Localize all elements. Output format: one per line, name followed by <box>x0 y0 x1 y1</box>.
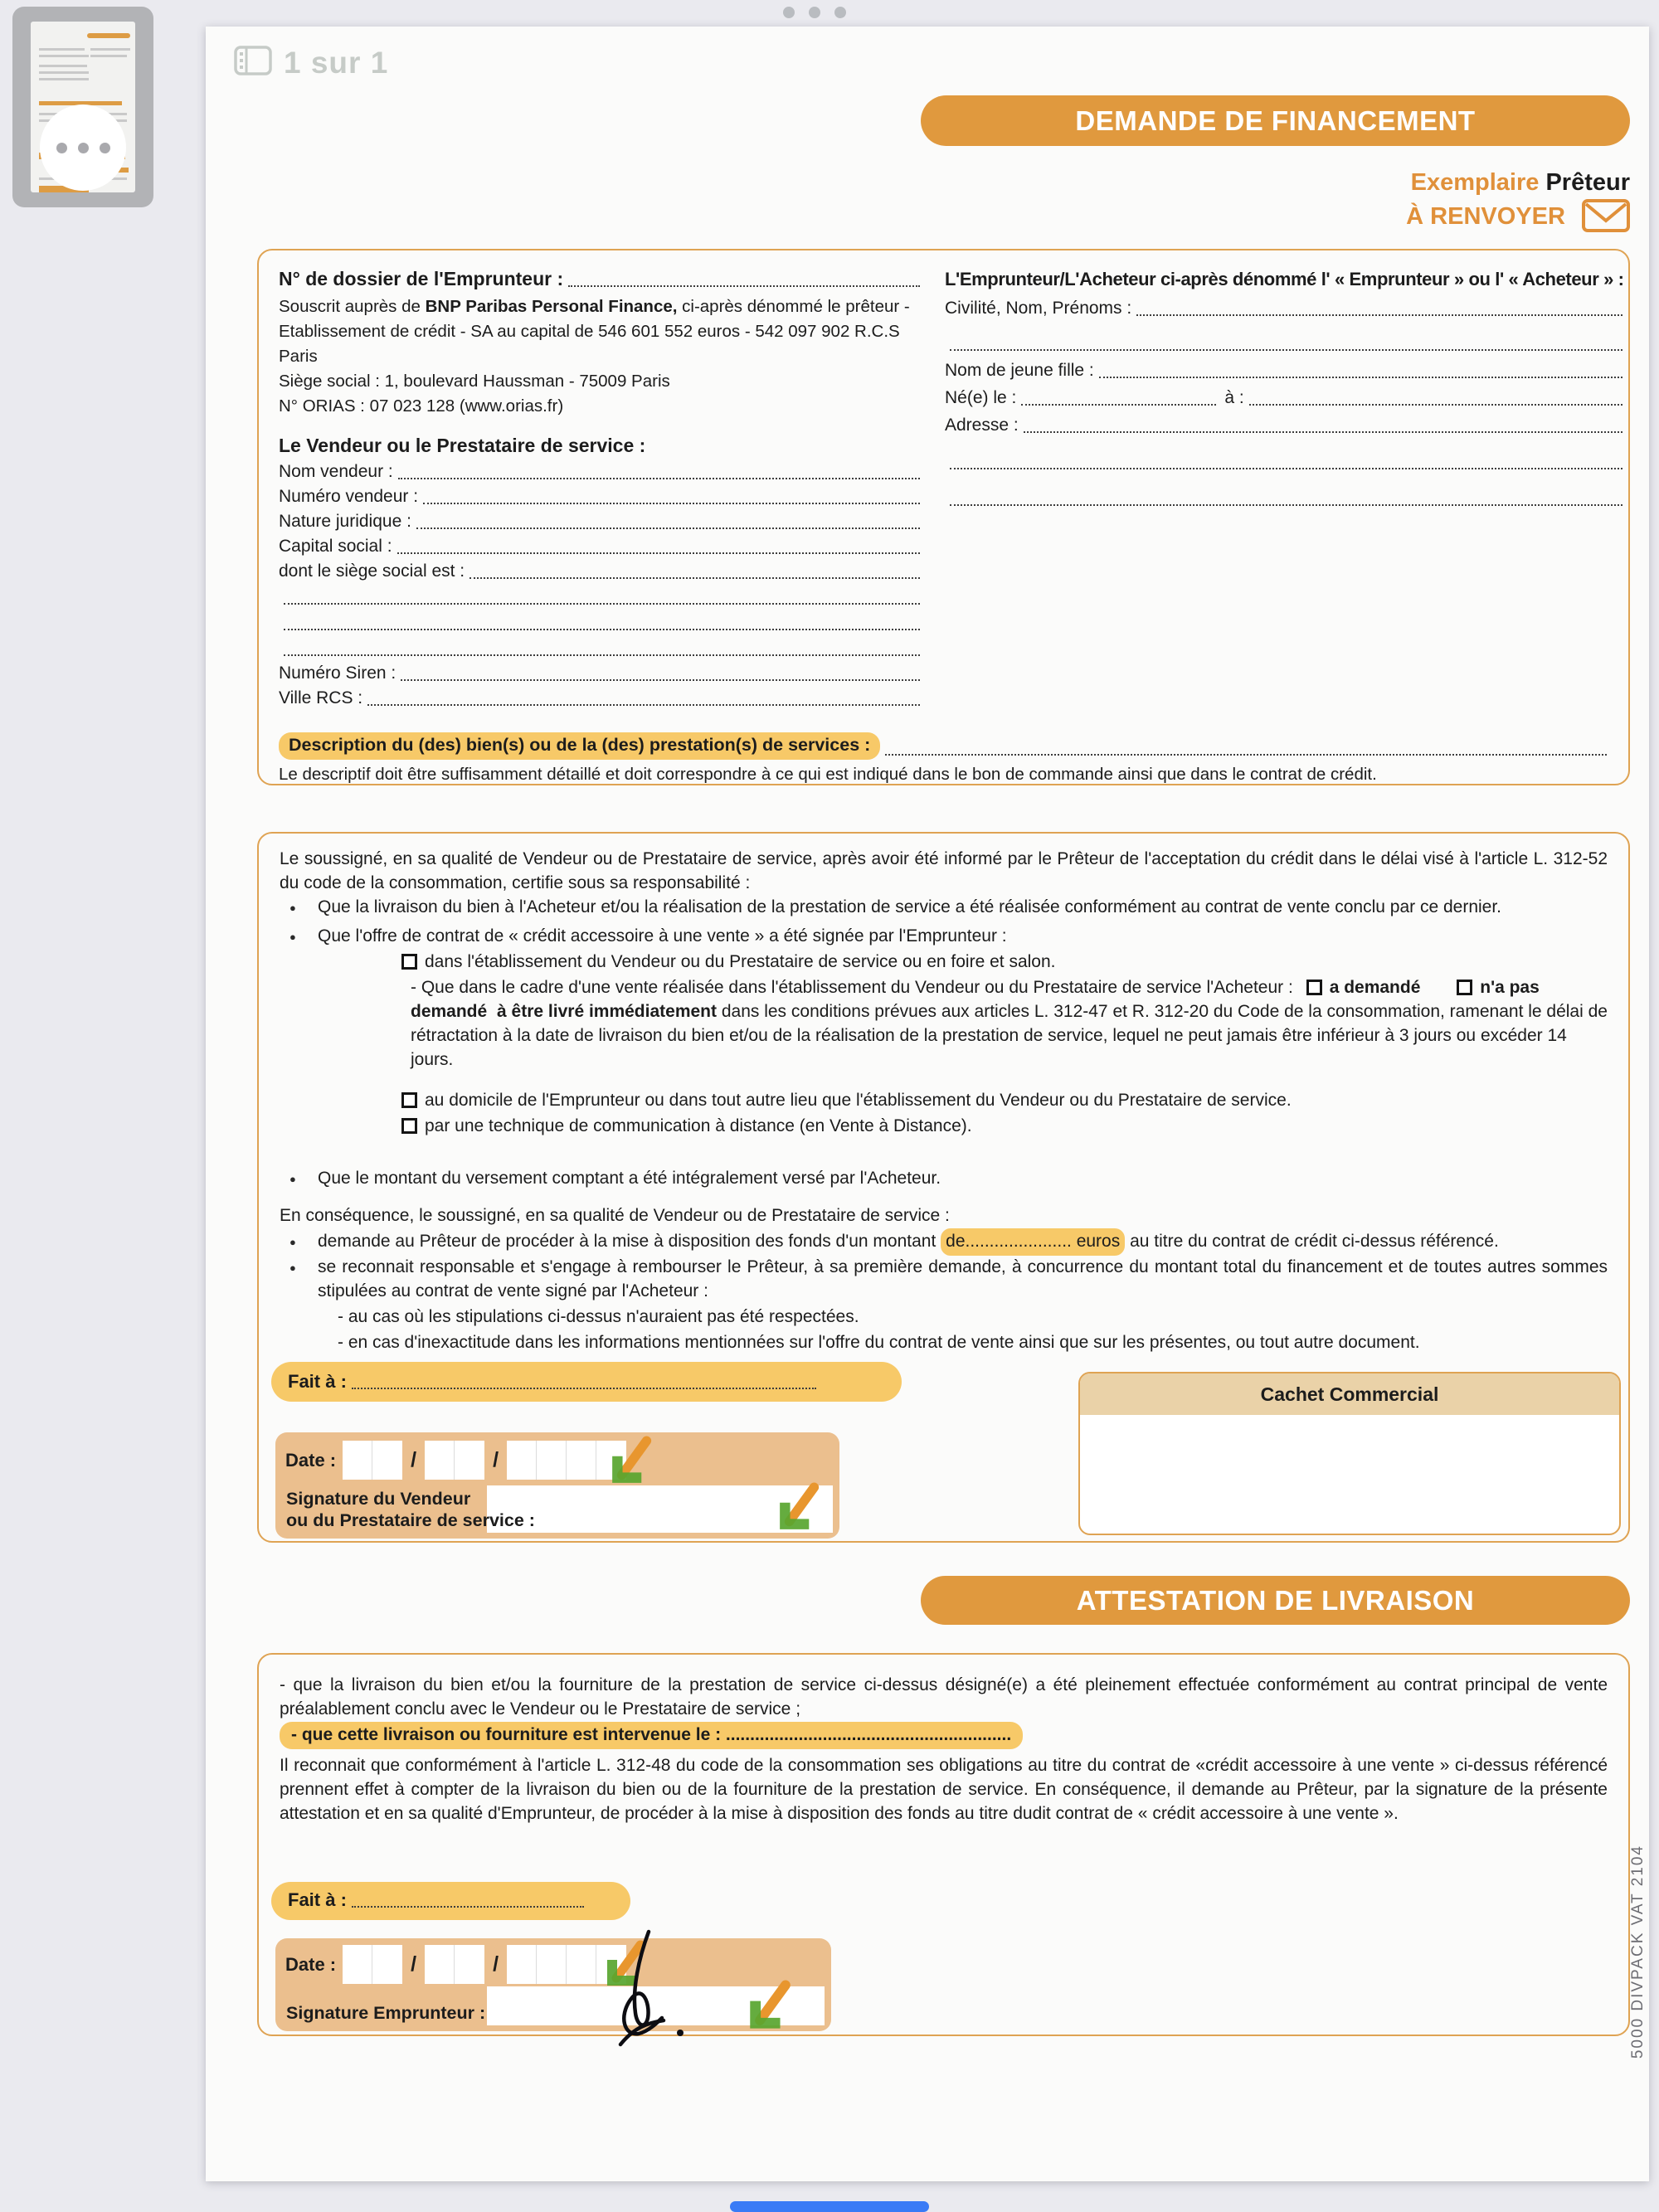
field-description <box>279 732 1608 760</box>
empty-checkbox[interactable] <box>401 1118 417 1134</box>
exemplaire-label: Exemplaire <box>1410 169 1540 196</box>
cert-checkbox-domicile: au domicile de l'Emprunteur ou dans tout autre lieu que l'établissement du Vendeur ou du Prestataire de service. <box>400 1088 1608 1112</box>
field-nom-vendeur: Nom vendeur : <box>279 459 922 484</box>
fill-line[interactable] <box>367 704 920 706</box>
blank-line <box>945 440 1624 474</box>
thumbnail-loading-dots <box>40 105 126 191</box>
sign-here-arrow <box>747 1980 800 2039</box>
empty-checkbox[interactable] <box>1306 980 1322 995</box>
blank-line <box>279 584 922 609</box>
field-ne-le: Né(e) le : à : <box>945 386 1624 410</box>
cert-bullet-responsable: ● se reconnait responsable et s'engage à rembourser le Prêteur, à sa première demande, à concurrence du montant total du financement et de toutes autres sommes stipulées au contrat de vente signé par l'Acheteur : <box>280 1255 1608 1303</box>
exemplaire-block <box>1406 166 1630 241</box>
renvoyer-label: À RENVOYER <box>1406 203 1565 230</box>
cert-checkbox-etablissement: dans l'établissement du Vendeur ou du Prestataire de service ou en foire et salon. <box>400 950 1608 974</box>
banner-attestation-de-livraison: ATTESTATION DE LIVRAISON <box>921 1576 1630 1625</box>
blank-line <box>279 635 922 660</box>
fill-line[interactable] <box>1249 404 1623 406</box>
date-field: Date : / / <box>285 1441 626 1480</box>
cert-dash-clause: - Que dans le cadre d'une vente réalisée dans l'établissement du Vendeur ou du Prestataire de service l'Acheteur : a demandé n'a pas demandé à être livré immédiatement dans les conditions prévues aux articles L. 312-47 et R. 312-20 du Code de la consommation, ramenant le délai de rétractation à la date de livraison du bien et/ou de la réalisation de la prestation de service, lequel ne peut jamais être inférieur à 3 jours ou excéder 14 jours. <box>411 978 1608 1069</box>
fill-line[interactable] <box>950 504 1623 506</box>
cert-bullet-livraison: ● Que la livraison du bien à l'Acheteur et/ou la réalisation de la prestation de service a été réalisée conformément au contrat de vente conclu par ce dernier. <box>280 895 1608 919</box>
borrower-signature-area[interactable] <box>487 1986 825 2025</box>
page-count-label: 1 sur 1 <box>284 45 389 80</box>
borrower-title: L'Emprunteur/L'Acheteur ci-après dénommé l' « Emprunteur » ou l' « Acheteur » : <box>945 269 1624 289</box>
vendor-signature-area[interactable] <box>487 1485 833 1533</box>
fill-line[interactable] <box>423 503 920 504</box>
document-page <box>206 27 1649 2181</box>
blank-line <box>279 610 922 634</box>
fill-line[interactable] <box>1021 404 1216 406</box>
vendor-signature-label: Signature du Vendeur ou du Prestataire de service : <box>286 1489 535 1530</box>
lender-column <box>279 267 922 711</box>
fill-line[interactable] <box>352 1906 584 1908</box>
cert-intro: Le soussigné, en sa qualité de Vendeur ou de Prestataire de service, après avoir été informé par le Prêteur de l'acceptation du crédit dans le délai visé à l'article L. 312-52 du code de la consommation, certifie sous sa responsabilité : <box>280 849 1608 892</box>
attest-dash-1: - que la livraison du bien et/ou la fourniture de la prestation de service ci-dessus désigné(e) a été pleinement effectuée conformément au contrat principal de vente préalablement conclu avec le Vendeur ou le Prestataire de service ; <box>280 1675 1608 1719</box>
section-identification <box>257 249 1630 785</box>
field-civilite: Civilité, Nom, Prénoms : <box>945 296 1624 320</box>
fill-line[interactable] <box>401 679 920 681</box>
bottom-accent-bar <box>730 2201 929 2212</box>
field-label: N° de dossier de l'Emprunteur : <box>279 268 564 289</box>
document-thumbnail[interactable] <box>12 7 153 207</box>
envelope-icon <box>1582 211 1630 238</box>
field-adresse: Adresse : <box>945 413 1624 437</box>
description-note: Le descriptif doit être suffisamment détaillé et doit correspondre à ce qui est indiqué dans le bon de commande ainsi que dans le contrat de crédit. <box>279 765 1377 784</box>
cert-dash-2: - en cas d'inexactitude dans les informations mentionnées sur l'offre du contrat de vente ainsi que sur les présentes, ou tout autre document. <box>338 1333 1420 1352</box>
cert-bullet-offre: ● Que l'offre de contrat de « crédit accessoire à une vente » a été signée par l'Emprunteur : <box>280 924 1608 948</box>
field-nature-juridique: Nature juridique : <box>279 509 922 533</box>
field-dossier <box>279 267 922 291</box>
fill-line[interactable] <box>950 468 1623 469</box>
attest-livraison-date <box>280 1723 1608 1747</box>
form-reference-code: 5000 DIVPACK VAT 2104 <box>1629 1844 1647 2059</box>
field-ville-rcs: Ville RCS : <box>279 686 922 710</box>
fill-line[interactable] <box>397 552 920 554</box>
field-numero-vendeur: Numéro vendeur : <box>279 484 922 508</box>
date-month-cells[interactable] <box>425 1945 484 1984</box>
fill-line[interactable] <box>885 754 1607 756</box>
field-siege-social: dont le siège social est : <box>279 559 922 583</box>
vendor-title: Le Vendeur ou le Prestataire de service : <box>279 435 646 456</box>
vendor-signature-box <box>275 1432 839 1539</box>
section-certification <box>257 832 1630 1543</box>
window-drag-handle[interactable] <box>783 7 846 18</box>
borrower-signature-box <box>275 1938 831 2031</box>
empty-checkbox[interactable] <box>401 1092 417 1108</box>
cert-checkbox-distance: par une technique de communication à distance (en Vente à Distance). <box>400 1114 1608 1138</box>
fill-line[interactable] <box>950 349 1623 351</box>
empty-checkbox[interactable] <box>1457 980 1472 995</box>
section-attestation <box>257 1653 1630 2036</box>
attest-article: Il reconnait que conformément à l'article L. 312-48 du code de la consommation ses obligations au titre du contrat de «crédit accessoire à une vente » ci-dessus référencé prennent effet à compter de la livraison du bien ou de la fourniture de la prestation de service. En conséquence, il demande au Prêteur, par la signature de la présente attestation et en sa qualité d'Emprunteur, de procéder à la mise à disposition des fonds au titre dudit contrat de « crédit accessoire à une vente ». <box>280 1756 1608 1823</box>
fill-line[interactable] <box>284 603 920 605</box>
fill-line[interactable] <box>1024 431 1623 433</box>
date-day-cells[interactable] <box>343 1945 402 1984</box>
field-capital-social: Capital social : <box>279 534 922 558</box>
cert-bullet-montant: ● demande au Prêteur de procéder à la mise à disposition des fonds d'un montant de...................... euros au titre du contrat de crédit ci-dessus référencé. <box>280 1229 1608 1253</box>
blank-line <box>945 323 1624 355</box>
fill-line[interactable] <box>1099 377 1623 378</box>
page-indicator <box>234 45 388 80</box>
field-nom-jeune-fille: Nom de jeune fille : <box>945 358 1624 382</box>
description-label: Description du (des) bien(s) ou de la (des) prestation(s) de services : <box>279 732 880 760</box>
fill-line[interactable] <box>469 577 920 579</box>
borrower-signature-label: Signature Emprunteur : <box>286 2003 486 2023</box>
borrower-column <box>945 267 1624 711</box>
field-numero-siren: Numéro Siren : <box>279 661 922 685</box>
exemplaire-copy: Prêteur <box>1545 169 1630 196</box>
date-field: Date : / / <box>285 1945 626 1984</box>
sign-here-arrow <box>776 1482 828 1540</box>
fill-line[interactable] <box>1136 314 1622 316</box>
montant-field[interactable]: de...................... euros <box>941 1228 1125 1256</box>
date-day-cells[interactable] <box>343 1441 402 1480</box>
fill-line[interactable] <box>568 285 920 287</box>
fill-line[interactable] <box>284 629 920 630</box>
sidebar-pages-icon[interactable] <box>234 45 272 80</box>
cert-bullet-versement: ● Que le montant du versement comptant a été intégralement versé par l'Acheteur. <box>280 1166 1608 1190</box>
cachet-commercial-label: Cachet Commercial <box>1080 1373 1619 1415</box>
fill-line[interactable] <box>416 527 920 529</box>
empty-checkbox[interactable] <box>401 954 417 970</box>
lender-details: Souscrit auprès de BNP Paribas Personal Finance, ci-après dénommé le prêteur - Etablissement de crédit - SA au capital de 546 601 552 euros - 542 097 902 R.C.S Paris Siège social : 1, boulevard Haussman - 75009 Paris N° ORIAS : 07 023 128 (www.orias.fr) <box>279 297 910 416</box>
fait-a-field-2: Fait à : <box>271 1882 630 1920</box>
livraison-date-field[interactable]: - que cette livraison ou fourniture est intervenue le : ........................................................... <box>280 1722 1023 1749</box>
fill-line[interactable] <box>284 654 920 656</box>
cachet-commercial-box[interactable] <box>1078 1372 1621 1535</box>
fill-line[interactable] <box>352 1388 816 1389</box>
blank-line <box>945 477 1624 510</box>
cert-consequence: En conséquence, le soussigné, en sa qualité de Vendeur ou de Prestataire de service : <box>280 1206 950 1225</box>
banner-demande-de-financement: DEMANDE DE FINANCEMENT <box>921 95 1630 146</box>
date-month-cells[interactable] <box>425 1441 484 1480</box>
fait-a-field: Fait à : <box>271 1362 902 1402</box>
fill-line[interactable] <box>398 478 920 479</box>
cert-dash-1: - au cas où les stipulations ci-dessus n'auraient pas été respectées. <box>338 1307 859 1326</box>
